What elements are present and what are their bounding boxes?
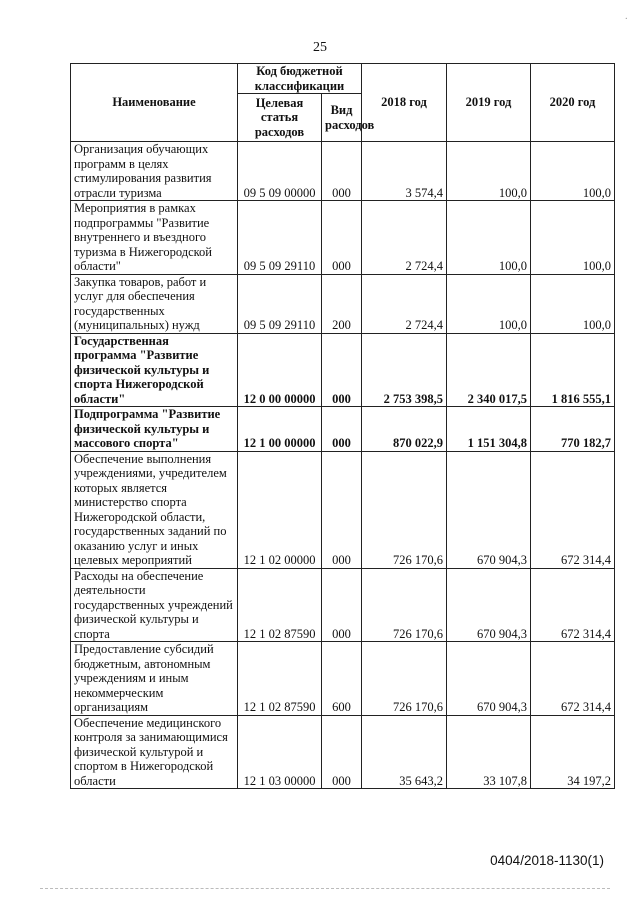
budget-table [70, 63, 615, 789]
row-value-2018: 35 643,2 [362, 715, 447, 789]
header-2019: 2019 год [447, 64, 531, 142]
row-expense-type: 000 [322, 568, 362, 642]
row-target-code: 09 5 09 29110 [238, 201, 322, 275]
row-name: Предоставление субсидий бюджетным, автономным учреждениям и иным некоммерческим организациям [71, 642, 238, 716]
row-value-2018: 870 022,9 [362, 407, 447, 452]
table-row [71, 642, 615, 716]
scan-edge-line [40, 888, 610, 889]
row-value-2020: 1 816 555,1 [531, 333, 615, 407]
row-value-2019: 1 151 304,8 [447, 407, 531, 452]
header-target-item: Целевая статья расходов [238, 94, 322, 142]
row-value-2020: 672 314,4 [531, 568, 615, 642]
table-row [71, 407, 615, 452]
row-name: Обеспечение выполнения учреждениями, учредителем которых является министерство спорта Нижегородской области, государственных заданий по оказанию услуг и иных целевых мероприятий [71, 451, 238, 568]
row-value-2020: 34 197,2 [531, 715, 615, 789]
table-row [71, 333, 615, 407]
row-target-code: 12 1 02 87590 [238, 568, 322, 642]
table-row [71, 142, 615, 201]
row-value-2018: 2 724,4 [362, 201, 447, 275]
row-value-2019: 100,0 [447, 274, 531, 333]
row-target-code: 09 5 09 29110 [238, 274, 322, 333]
row-target-code: 12 1 00 00000 [238, 407, 322, 452]
row-name: Расходы на обеспечение деятельности государственных учреждений физической культуры и спорта [71, 568, 238, 642]
row-value-2020: 672 314,4 [531, 451, 615, 568]
row-value-2019: 670 904,3 [447, 451, 531, 568]
row-name: Государственная программа "Развитие физической культуры и спорта Нижегородской области" [71, 333, 238, 407]
row-target-code: 09 5 09 00000 [238, 142, 322, 201]
row-value-2018: 726 170,6 [362, 568, 447, 642]
row-value-2020: 100,0 [531, 201, 615, 275]
row-expense-type: 600 [322, 642, 362, 716]
row-expense-type: 000 [322, 333, 362, 407]
row-expense-type: 000 [322, 201, 362, 275]
row-value-2020: 672 314,4 [531, 642, 615, 716]
row-target-code: 12 1 03 00000 [238, 715, 322, 789]
scan-speck: · [624, 14, 628, 25]
row-target-code: 12 1 02 00000 [238, 451, 322, 568]
row-name: Обеспечение медицинского контроля за занимающимися физической культурой и спортом в Нижегородской области [71, 715, 238, 789]
row-value-2019: 100,0 [447, 201, 531, 275]
row-value-2018: 726 170,6 [362, 451, 447, 568]
header-code-group: Код бюджетной классификации [238, 64, 362, 94]
row-expense-type: 200 [322, 274, 362, 333]
row-target-code: 12 1 02 87590 [238, 642, 322, 716]
document-code: 0404/2018-1130(1) [490, 853, 604, 868]
table-row [71, 715, 615, 789]
header-expense-type: Вид расходов [322, 94, 362, 142]
header-name: Наименование [71, 64, 238, 142]
row-expense-type: 000 [322, 715, 362, 789]
row-name: Организация обучающих программ в целях стимулирования развития отрасли туризма [71, 142, 238, 201]
table-row [71, 451, 615, 568]
header-2020: 2020 год [531, 64, 615, 142]
row-value-2018: 2 724,4 [362, 274, 447, 333]
table-row [71, 201, 615, 275]
row-name: Подпрограмма "Развитие физической культуры и массового спорта" [71, 407, 238, 452]
row-expense-type: 000 [322, 451, 362, 568]
row-value-2019: 100,0 [447, 142, 531, 201]
row-name: Закупка товаров, работ и услуг для обеспечения государственных (муниципальных) нужд [71, 274, 238, 333]
row-value-2020: 100,0 [531, 274, 615, 333]
row-expense-type: 000 [322, 142, 362, 201]
row-value-2019: 670 904,3 [447, 642, 531, 716]
header-2018: 2018 год [362, 64, 447, 142]
row-value-2018: 2 753 398,5 [362, 333, 447, 407]
row-value-2019: 33 107,8 [447, 715, 531, 789]
row-value-2018: 726 170,6 [362, 642, 447, 716]
row-value-2018: 3 574,4 [362, 142, 447, 201]
row-value-2019: 670 904,3 [447, 568, 531, 642]
row-value-2019: 2 340 017,5 [447, 333, 531, 407]
page-number: 25 [313, 40, 327, 55]
table-row [71, 568, 615, 642]
row-value-2020: 100,0 [531, 142, 615, 201]
table-row [71, 274, 615, 333]
row-value-2020: 770 182,7 [531, 407, 615, 452]
row-target-code: 12 0 00 00000 [238, 333, 322, 407]
row-expense-type: 000 [322, 407, 362, 452]
row-name: Мероприятия в рамках подпрограммы "Развитие внутреннего и въездного туризма в Нижегородской области" [71, 201, 238, 275]
